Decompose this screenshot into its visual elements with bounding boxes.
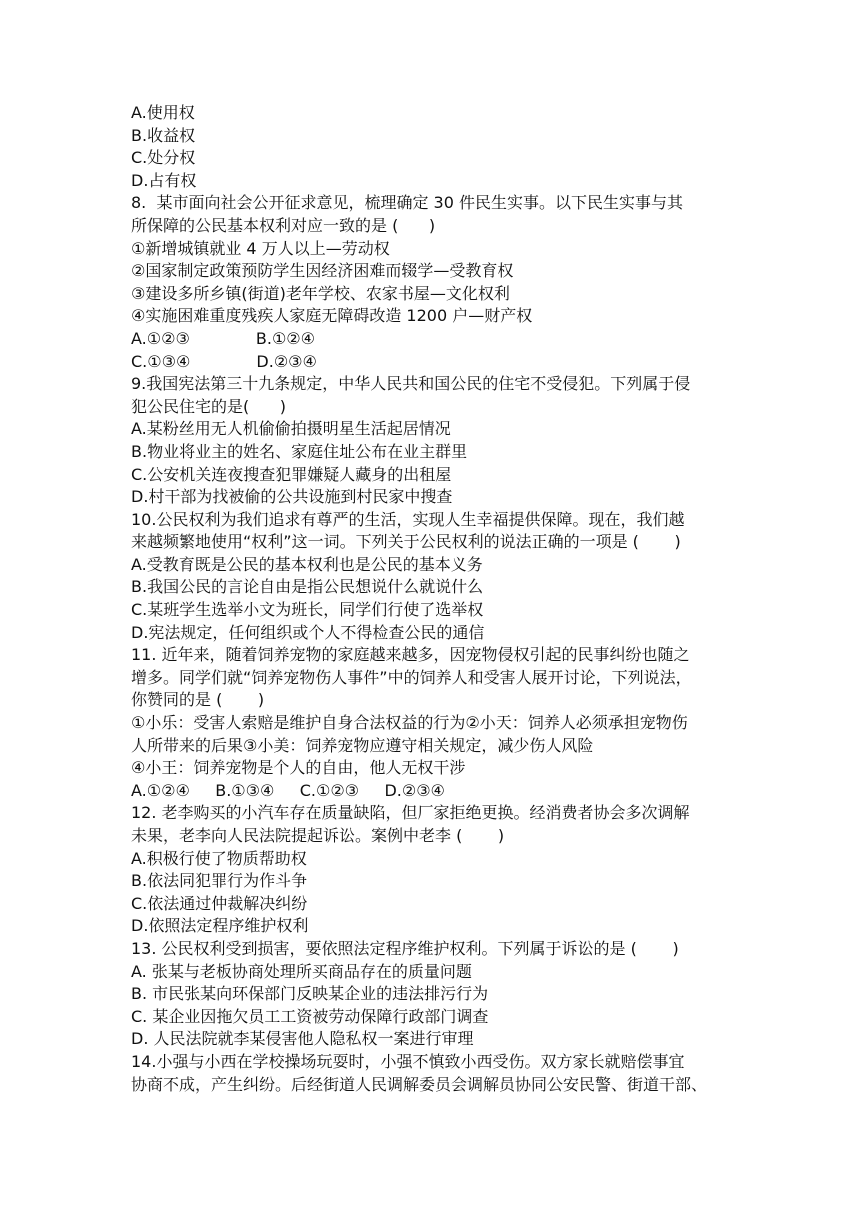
question-13-stem: 13. 公民权利受到损害，要依照法定程序维护权利。下列属于诉讼的是 ( ) <box>131 938 679 958</box>
question-12-option: A.积极行使了物质帮助权 <box>131 848 307 868</box>
question-11-stem: 你赞同的是 ( ) <box>131 690 265 710</box>
question-12-stem: 12. 老李购买的小汽车存在质量缺陷，但厂家拒绝更换。经消费者协会多次调解 <box>131 803 690 823</box>
question-10-stem: 来越频繁地使用“权利”这一词。下列关于公民权利的说法正确的一项是 ( ) <box>131 532 681 552</box>
question-9-option: D.村干部为找被偷的公共设施到村民家中搜查 <box>131 487 453 507</box>
question-9-stem: 犯公民住宅的是( ) <box>131 396 287 416</box>
question-8-stem: 所保障的公民基本权利对应一致的是 ( ) <box>131 215 436 235</box>
question-9-option: A.某粉丝用无人机偷偷拍摄明星生活起居情况 <box>131 419 451 439</box>
question-10-option: B.我国公民的言论自由是指公民想说什么就说什么 <box>131 577 484 597</box>
question-12-option: D.依照法定程序维护权利 <box>131 916 309 936</box>
question-13-option: D. 人民法院就李某侵害他人隐私权一案进行审理 <box>131 1029 474 1049</box>
question-9-option: B.物业将业主的姓名、家庭住址公布在业主群里 <box>131 441 468 461</box>
option-line: D.占有权 <box>131 170 197 190</box>
question-8-item: ①新增城镇就业 4 万人以上—劳动权 <box>131 238 390 258</box>
question-13-option: C. 某企业因拖欠员工工资被劳动保障行政部门调查 <box>131 1006 489 1026</box>
question-14-stem: 14.小强与小西在学校操场玩耍时，小强不慎致小西受伤。双方家长就赔偿事宜 <box>131 1051 685 1071</box>
question-9-stem: 9.我国宪法第三十九条规定，中华人民共和国公民的住宅不受侵犯。下列属于侵 <box>131 374 691 394</box>
question-8-options: C.①③④ D.②③④ <box>131 351 317 371</box>
question-12-stem: 未果，老李向人民法院提起诉讼。案例中老李 ( ) <box>131 826 505 845</box>
question-10-stem: 10.公民权利为我们追求有尊严的生活，实现人生幸福提供保障。现在，我们越 <box>131 509 685 529</box>
question-8-stem: 8. 某市面向社会公开征求意见，梳理确定 30 件民生实事。以下民生实事与其 <box>131 193 683 213</box>
question-8-item: ④实施困难重度残疾人家庭无障碍改造 1200 户—财产权 <box>131 306 533 326</box>
option-line: B.收益权 <box>131 125 196 145</box>
question-11-item: ①小乐：受害人索赔是维护自身合法权益的行为②小天：饲养人必须承担宠物伤 <box>131 713 688 733</box>
question-12-option: C.依法通过仲裁解决纠纷 <box>131 893 308 913</box>
question-10-option: C.某班学生选举小文为班长，同学们行使了选举权 <box>131 600 484 620</box>
option-line: A.使用权 <box>131 103 195 122</box>
question-13-option: A. 张某与老板协商处理所买商品存在的质量问题 <box>131 961 472 981</box>
question-8-options: A.①②③ B.①②④ <box>131 328 315 348</box>
question-8-item: ③建设多所乡镇(街道)老年学校、农家书屋—文化权利 <box>131 283 510 303</box>
option-line: C.处分权 <box>131 148 196 168</box>
question-11-stem: 11. 近年来，随着饲养宠物的家庭越来越多，因宠物侵权引起的民事纠纷也随之 <box>131 645 690 665</box>
question-text <box>131 102 731 1096</box>
question-10-option: D.宪法规定，任何组织或个人不得检查公民的通信 <box>131 622 485 642</box>
question-12-option: B.依法同犯罪行为作斗争 <box>131 871 308 891</box>
question-11-item: 人所带来的后果③小美：饲养宠物应遵守相关规定，减少伤人风险 <box>131 735 594 755</box>
question-11-item: ④小王：饲养宠物是个人的自由，他人无权干涉 <box>131 758 466 778</box>
question-14-stem: 协商不成，产生纠纷。后经街道人民调解委员会调解员协同公安民警、街道干部、 <box>131 1074 708 1094</box>
question-10-option: A.受教育既是公民的基本权利也是公民的基本义务 <box>131 554 483 574</box>
question-13-option: B. 市民张某向环保部门反映某企业的违法排污行为 <box>131 984 489 1004</box>
question-11-stem: 增多。同学们就“饲养宠物伤人事件”中的饲养人和受害人展开讨论，下列说法， <box>131 667 692 687</box>
question-11-options: A.①②④ B.①③④ C.①②③ D.②③④ <box>131 780 445 800</box>
question-9-option: C.公安机关连夜搜查犯罪嫌疑人藏身的出租屋 <box>131 464 452 484</box>
question-8-item: ②国家制定政策预防学生因经济困难而辍学—受教育权 <box>131 261 514 281</box>
